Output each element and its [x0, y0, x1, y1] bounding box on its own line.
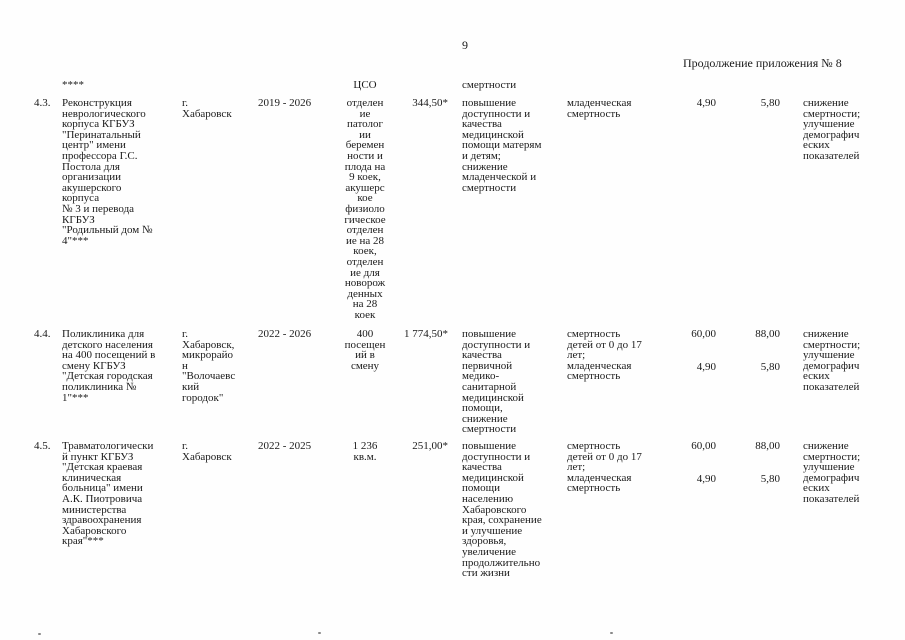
scan-speck	[38, 633, 41, 635]
object-name: Травматологически й пункт КГБУЗ "Детская краевая клиническая больница" имени А.К. Пиотровича министерства здравоохранения Хабаровского края"***	[62, 440, 154, 548]
capacity: 1 236 кв.м.	[352, 440, 378, 463]
scan-speck	[318, 632, 321, 634]
object-name: Поликлиника для детского населения на 400 посещений в смену КГБУЗ "Детская городская поликлиника № 1"***	[62, 328, 156, 404]
carryover-name: ****	[62, 79, 84, 91]
page-number: 9	[462, 38, 468, 52]
indicator: смертность детей от 0 до 17 лет; младенческая смертность	[567, 440, 642, 495]
cost: 251,00*	[412, 440, 448, 452]
result: снижение смертности; улучшение демографич еских показателей	[803, 97, 861, 162]
scan-speck	[610, 632, 613, 634]
years: 2019 - 2026	[258, 97, 312, 109]
value-1: 60,00	[691, 328, 716, 340]
goal: повышение доступности и качества первичной медико- санитарной медицинской помощи, снижение смертности	[462, 328, 531, 436]
value-1: 60,00	[691, 440, 716, 452]
location: г. Хабаровск	[182, 97, 232, 120]
carryover-capacity: ЦСО	[353, 79, 377, 91]
value-2-second: 5,80	[760, 361, 780, 373]
indicator: смертность детей от 0 до 17 лет; младенческая смертность	[567, 328, 642, 383]
years: 2022 - 2026	[258, 328, 312, 340]
capacity: 400 посещен ий в смену	[344, 328, 386, 372]
goal: повышение доступности и качества медицинской помощи населению Хабаровского края, сохранение и улучшение здоровья, увеличение продолжительно сти жизни	[462, 440, 542, 580]
indicator: младенческая смертность	[567, 97, 632, 120]
cost: 1 774,50*	[404, 328, 448, 340]
object-name: Реконструкция неврологического корпуса КГБУЗ "Перинатальный центр" имени профессора Г.С. Постола для организации акушерского корпуса № 3 и перевода КГБУЗ "Родильный дом № 4"***	[62, 97, 153, 247]
carryover-goal: смертности	[462, 79, 517, 91]
location: г. Хабаровск, микрорайо н "Волочаевс кий городок"	[182, 328, 236, 404]
value-2: 5,80	[760, 97, 780, 109]
value-2: 88,00	[755, 328, 780, 340]
value-1-second: 4,90	[696, 361, 716, 373]
capacity: отделен ие патолог ии беремен ности и плода на 9 коек, акушерс кое физиоло гическое отделен ие на 28 коек, отделен ие для новорож денных на 28 коек	[344, 97, 386, 321]
location: г. Хабаровск	[182, 440, 232, 463]
row-number: 4.4.	[34, 328, 51, 340]
value-2: 88,00	[755, 440, 780, 452]
value-2-second: 5,80	[760, 473, 780, 485]
row-number: 4.5.	[34, 440, 51, 452]
value-1: 4,90	[696, 97, 716, 109]
cost: 344,50*	[412, 97, 448, 109]
row-number: 4.3.	[34, 97, 51, 109]
result: снижение смертности; улучшение демографич еских показателей	[803, 440, 861, 505]
years: 2022 - 2025	[258, 440, 312, 452]
result: снижение смертности; улучшение демографич еских показателей	[803, 328, 861, 393]
value-1-second: 4,90	[696, 473, 716, 485]
goal: повышение доступности и качества медицинской помощи матерям и детям; снижение младенческой и смертности	[462, 97, 542, 194]
continuation-title: Продолжение приложения № 8	[683, 56, 842, 70]
